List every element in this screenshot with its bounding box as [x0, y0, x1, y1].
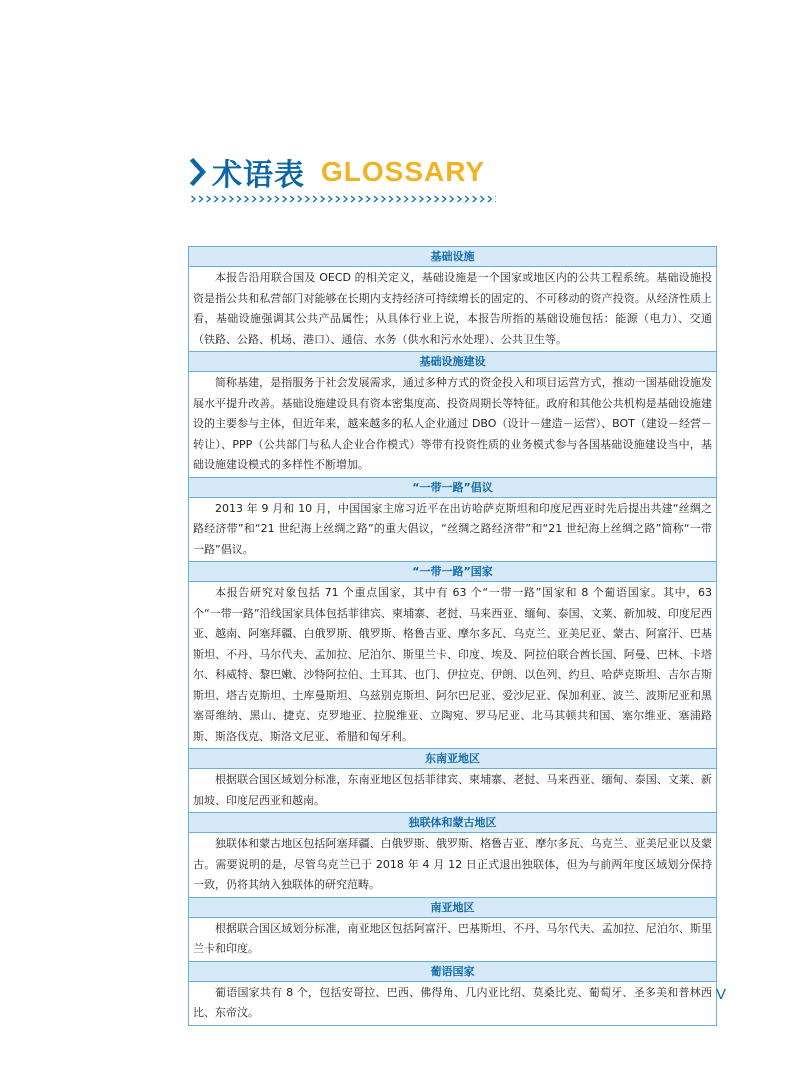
glossary-term: “一带一路”倡议: [189, 477, 717, 497]
glossary-definition-row: [189, 582, 717, 749]
glossary-term-row: [189, 247, 717, 267]
page-title-english: GLOSSARY: [321, 156, 486, 187]
page-title-chinese: 术语表: [212, 158, 305, 193]
glossary-term-row: [189, 352, 717, 372]
glossary-definition-row: [189, 917, 717, 961]
glossary-definition-row: [189, 833, 717, 898]
glossary-term: 葡语国家: [189, 961, 717, 981]
glossary-term-row: [189, 897, 717, 917]
glossary-definition-row: [189, 981, 717, 1025]
glossary-term-row: [189, 961, 717, 981]
glossary-term: “一带一路”国家: [189, 562, 717, 582]
glossary-term: 独联体和蒙古地区: [189, 813, 717, 833]
glossary-term: 南亚地区: [189, 897, 717, 917]
glossary-table: [188, 246, 717, 1026]
page-number: V: [716, 986, 727, 1003]
glossary-term-row: [189, 813, 717, 833]
glossary-definition-row: [189, 769, 717, 813]
glossary-term-row: [189, 477, 717, 497]
glossary-term-row: [189, 749, 717, 769]
glossary-term: 基础设施: [189, 247, 717, 267]
glossary-definition-row: [189, 497, 717, 562]
glossary-definition: 本报告研究对象包括 71 个重点国家，其中有 63 个“一带一路”国家和 8 个葡语国家。其中，63 个“一带一路”沿线国家具体包括菲律宾、柬埔寨、老挝、马来西亚、缅甸、泰国、文莱、新加坡、印度尼西亚、越南、阿塞拜疆、白俄罗斯、俄罗斯、格鲁吉亚、摩尔多瓦、乌克兰、亚美尼亚、蒙古、阿富汗、巴基斯坦、不丹、马尔代夫、孟加拉、尼泊尔、斯里兰卡、印度、埃及、阿拉伯联合酋长国、阿曼、巴林、卡塔尔、科威特、黎巴嫩、沙特阿拉伯、土耳其、也门、伊拉克、伊朗、以色列、约旦、哈萨克斯坦、吉尔吉斯斯坦、塔吉克斯坦、土库曼斯坦、乌兹别克斯坦、阿尔巴尼亚、爱沙尼亚、保加利亚、波兰、波斯尼亚和黑塞哥维纳、黑山、捷克、克罗地亚、拉脱维亚、立陶宛、罗马尼亚、北马其顿共和国、塞尔维亚、塞浦路斯、斯洛伐克、斯洛文尼亚、希腊和匈牙利。: [189, 582, 717, 749]
decorative-arrow-rule: [190, 193, 500, 205]
glossary-definition: 简称基建，是指服务于社会发展需求，通过多种方式的资金投入和项目运营方式，推动一国基础设施发展水平提升改善。基础设施建设具有资本密集度高、投资周期长等特征。政府和其他公共机构是基础设施建设的主要参与主体，但近年来，越来越多的私人企业通过 DBO（设计－建造－运营）、BOT（建设－经营－转让）、PPP（公共部门与私人企业合作模式）等带有投资性质的业务模式参与各国基础设施建设当中，基础设施建设模式的多样性不断增加。: [189, 372, 717, 478]
chevron-right-icon: [190, 157, 206, 187]
glossary-term-row: [189, 562, 717, 582]
glossary-definition: 本报告沿用联合国及 OECD 的相关定义，基础设施是一个国家或地区内的公共工程系统。基础设施投资是指公共和私营部门对能够在长期内支持经济可持续增长的固定的、不可移动的资产投资。从经济性质上看，基础设施强调其公共产品属性；从具体行业上说，本报告所指的基础设施包括：能源（电力）、交通（铁路、公路、机场、港口）、通信、水务（供水和污水处理）、公共卫生等。: [189, 267, 717, 352]
glossary-definition: 葡语国家共有 8 个，包括安哥拉、巴西、佛得角、几内亚比绍、莫桑比克、葡萄牙、圣多美和普林西比、东帝汶。: [189, 981, 717, 1025]
glossary-definition: 根据联合国区域划分标准，南亚地区包括阿富汗、巴基斯坦、不丹、马尔代夫、孟加拉、尼泊尔、斯里兰卡和印度。: [189, 917, 717, 961]
glossary-definition-row: [189, 372, 717, 478]
glossary-heading: [190, 150, 485, 194]
glossary-term: 基础设施建设: [189, 352, 717, 372]
glossary-definition: 2013 年 9 月和 10 月，中国国家主席习近平在出访哈萨克斯坦和印度尼西亚时先后提出共建“丝绸之路经济带”和“21 世纪海上丝绸之路”的重大倡议，“丝绸之路经济带”和“21 世纪海上丝绸之路”简称“一带一路”倡议。: [189, 497, 717, 562]
glossary-definition-row: [189, 267, 717, 352]
glossary-definition: 独联体和蒙古地区包括阿塞拜疆、白俄罗斯、俄罗斯、格鲁吉亚、摩尔多瓦、乌克兰、亚美尼亚以及蒙古。需要说明的是，尽管乌克兰已于 2018 年 4 月 12 日正式退出独联体，但为与前两年度区域划分保持一致，仍将其纳入独联体的研究范畴。: [189, 833, 717, 898]
glossary-term: 东南亚地区: [189, 749, 717, 769]
glossary-definition: 根据联合国区域划分标准，东南亚地区包括菲律宾、柬埔寨、老挝、马来西亚、缅甸、泰国、文莱、新加坡、印度尼西亚和越南。: [189, 769, 717, 813]
